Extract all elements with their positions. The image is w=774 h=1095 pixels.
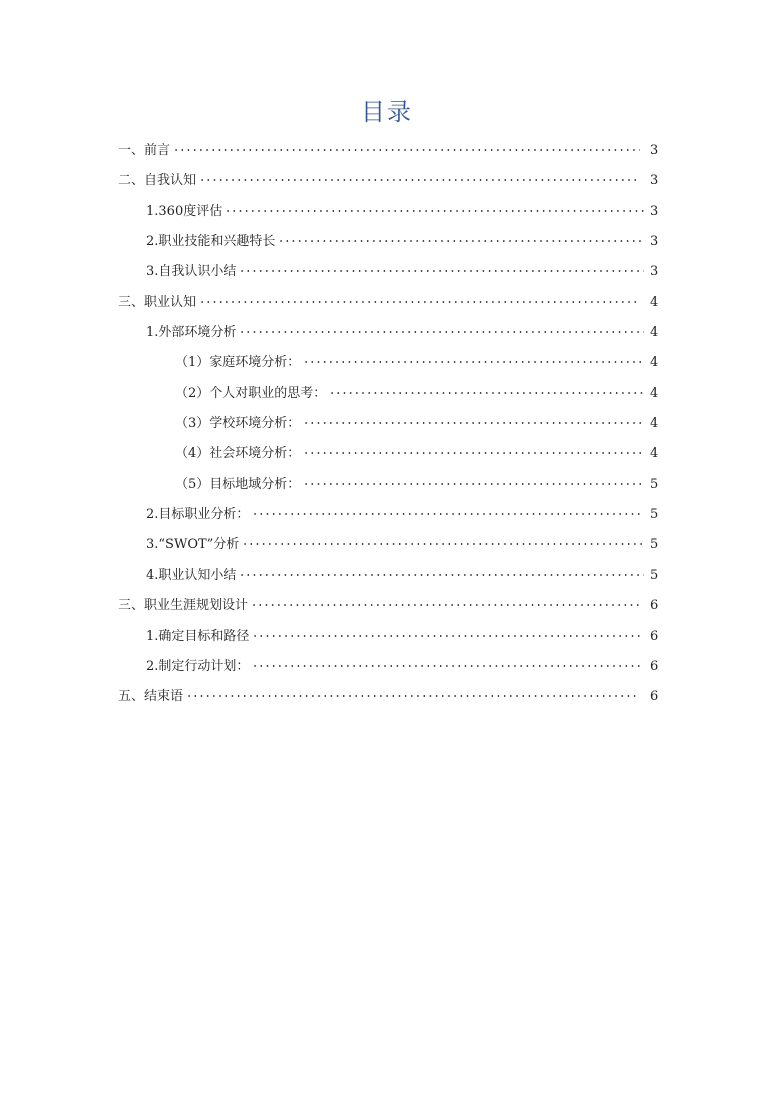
toc-dot-leader xyxy=(186,695,640,697)
toc-dot-leader xyxy=(173,149,640,151)
toc-dot-leader xyxy=(242,543,644,545)
toc-entry-text: （1）家庭环境分析： xyxy=(175,355,301,371)
toc-page-number: 6 xyxy=(650,628,659,644)
toc-entry-text: （3）学校环境分析： xyxy=(175,416,301,432)
toc-dot-leader xyxy=(329,392,644,394)
toc-entry[interactable] xyxy=(118,200,658,230)
toc-entry-text: （4）社会环境分析： xyxy=(175,446,301,462)
toc-entry[interactable] xyxy=(118,625,658,655)
toc-dot-leader xyxy=(199,301,640,303)
toc-entry-text: 1.确定目标和路径 xyxy=(146,628,250,644)
toc-list xyxy=(118,139,658,716)
toc-page-number: 5 xyxy=(650,476,659,492)
toc-dot-leader xyxy=(199,179,640,181)
toc-entry-text: 2.制定行动计划： xyxy=(146,658,250,674)
toc-page-number: 3 xyxy=(650,234,659,250)
toc-entry[interactable] xyxy=(118,594,658,624)
toc-entry-text: （2）个人对职业的思考： xyxy=(175,385,327,401)
toc-entry-text: 二、自我认知 xyxy=(118,173,197,189)
toc-entry-text: 一、前言 xyxy=(118,143,171,158)
toc-dot-leader xyxy=(252,665,644,667)
toc-page-number: 3 xyxy=(650,173,659,189)
toc-entry-text: （5）目标地域分析： xyxy=(175,476,301,492)
toc-entry-text: 2.职业技能和兴趣特长 xyxy=(146,234,276,250)
toc-entry[interactable] xyxy=(118,291,658,321)
toc-dot-leader xyxy=(225,210,644,212)
toc-page-number: 5 xyxy=(650,507,659,523)
toc-dot-leader xyxy=(303,361,644,363)
toc-dot-leader xyxy=(239,270,644,272)
toc-dot-leader xyxy=(239,574,644,576)
toc-page-number: 6 xyxy=(650,658,659,674)
toc-page-number: 4 xyxy=(650,385,659,401)
toc-dot-leader xyxy=(303,422,644,424)
toc-entry[interactable] xyxy=(118,139,658,169)
toc-entry[interactable] xyxy=(118,230,658,260)
toc-entry-text: 五、结束语 xyxy=(118,689,184,705)
toc-entry-text: 三、职业认知 xyxy=(118,294,197,310)
toc-page-number: 3 xyxy=(650,203,659,219)
toc-entry[interactable] xyxy=(118,564,658,594)
toc-dot-leader xyxy=(252,635,644,637)
toc-entry-text: 2.目标职业分析： xyxy=(146,507,250,523)
toc-entry[interactable] xyxy=(118,473,658,503)
toc-page-number: 4 xyxy=(650,416,659,432)
toc-entry[interactable] xyxy=(118,685,658,715)
toc-page-number: 5 xyxy=(650,537,659,553)
toc-entry-text: 4.职业认知小结 xyxy=(146,567,237,583)
toc-dot-leader xyxy=(303,452,644,454)
toc-title: 目录 xyxy=(361,98,413,126)
toc-entry[interactable] xyxy=(118,382,658,412)
toc-entry-text: 三、职业生涯规划设计 xyxy=(118,598,249,614)
toc-entry-text: 1.360度评估 xyxy=(146,203,223,219)
toc-page-number: 6 xyxy=(650,598,659,614)
toc-page-number: 4 xyxy=(650,355,659,371)
toc-entry-text: 3.自我认识小结 xyxy=(146,264,237,280)
toc-entry[interactable] xyxy=(118,351,658,381)
toc-dot-leader xyxy=(303,483,644,485)
toc-entry[interactable] xyxy=(118,321,658,351)
toc-entry[interactable] xyxy=(118,412,658,442)
toc-page-number: 6 xyxy=(650,689,659,705)
toc-entry-text: 1.外部环境分析 xyxy=(146,325,237,341)
toc-page-number: 4 xyxy=(650,294,659,310)
toc-dot-leader xyxy=(251,604,640,606)
toc-page-number: 4 xyxy=(650,325,659,341)
toc-entry[interactable] xyxy=(118,655,658,685)
toc-page-number: 5 xyxy=(650,567,659,583)
toc-entry-text: 3.“SWOT”分析 xyxy=(146,537,240,553)
toc-page-number: 3 xyxy=(650,143,659,158)
toc-entry[interactable] xyxy=(118,169,658,199)
toc-page-number: 4 xyxy=(650,446,659,462)
toc-dot-leader xyxy=(278,240,644,242)
toc-entry[interactable] xyxy=(118,260,658,290)
toc-dot-leader xyxy=(239,331,644,333)
toc-entry[interactable] xyxy=(118,533,658,563)
toc-dot-leader xyxy=(252,513,644,515)
toc-entry[interactable] xyxy=(118,503,658,533)
toc-entry[interactable] xyxy=(118,442,658,472)
toc-page-number: 3 xyxy=(650,264,659,280)
